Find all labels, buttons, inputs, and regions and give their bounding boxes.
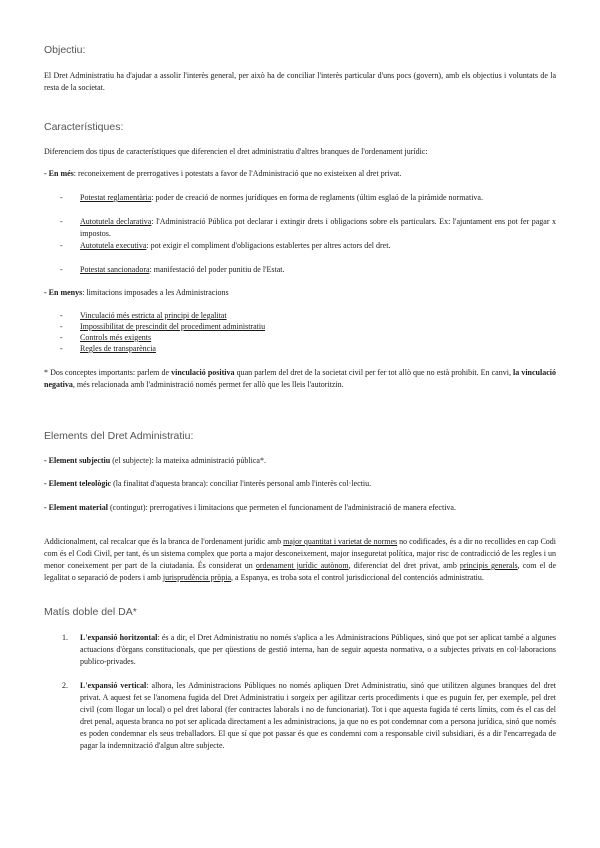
para-term: ordenament jurídic autònom [255,561,349,570]
list-item: - Autotutela executiva: pot exigir el compliment d'obligacions establertes per altres actors del dret. [60,241,391,250]
element-label: Element teleològic [48,479,112,488]
para-term: major quantitat i varietat de normes [283,537,398,546]
para-term: principis generals [459,561,518,570]
item-label: L'expansió horitzontal [80,633,158,642]
en-menys-text: : limitacions imposades a les Administracions [82,288,229,297]
item-text: : pot exigir el compliment d'obligacions establertes per altres actors del dret. [146,241,391,250]
list-item: - Impossibilitat de prescindit del procediment administratiu [60,322,266,331]
element-text: (la finalitat d'aquesta branca): conciliar l'interès personal amb l'interès col·lectiu. [111,479,372,488]
item-number: 1. [62,633,68,642]
element-text: (contingut): prerrogatives i limitacions que permeten el funcionament de l'administració de manera efectiva. [107,503,456,512]
item-text: : manifestació del poder punitiu de l'Estat. [149,265,285,274]
item-text: : és a dir, el Dret Administratiu no només s'aplica a les Administracions Públiques, sinó que pot ser aplicat també a algunes actuacions d'òrgans constitucionals, que per qüestions de gestió interna, han de seguir aquesta normativa, o a subjectes privats en col·laboracions publico-privades. [80,633,556,666]
item-term: Autotutela executiva [80,241,147,250]
heading-matis: Matís doble del DA* [44,606,137,618]
heading-caracteristiques: Característiques: [44,121,124,133]
en-mes-paragraph: - En més: reconeixement de prerrogatives i potestats a favor de l'Administració que no existeixen al dret privat. [44,169,402,178]
note-term: vinculació positiva [171,368,235,377]
objectiu-text: El Dret Administratiu ha d'ajudar a assolir l'interès general, per això ha de conciliar l'interès particular d'uns pocs (govern), amb els objectius i voluntats de la resta de la societat. [44,71,556,92]
item-term: Potestat reglamentària [80,193,152,202]
para-text: no codificades, és a dir no recollides en cap Codi com és el Codi Civil, per tant, és un sistema complex que porta a major desconeixement, major inseguretat política, major risc de contradicció de les regles i un menor coneixement per part de la ciutadania. És considerat un [44,537,557,570]
note-text: quan parlem del dret de la societat civil per fer tot allò que no està prohibit. En canvi, [234,368,514,377]
addicional-paragraph [44,536,556,584]
heading-objectiu: Objectiu: [44,44,86,56]
element-label: Element material [48,503,108,512]
element-material: - Element material (contingut): prerrogatives i limitacions que permeten el funcionament de l'administració de manera efectiva. [44,503,456,512]
element-text: (el subjecte): la mateixa administració pública*. [110,456,266,465]
caracteristiques-intro: Diferenciem dos tipus de característiques que diferencien el dret administratiu d'altres branques de l'ordenament jurídic: [44,147,428,156]
list-item: - Regles de transparència [60,344,156,353]
en-menys-label: En menys [48,288,83,297]
element-subjectiu: - Element subjectiu (el subjecte): la mateixa administració pública*. [44,456,266,465]
list-item: - Autotutela declarativa: l'Administració Pública pot declarar i extingir drets i obligacions sobre els particulars. Ex: l'ajuntament ens pot fer pagar x impostos. [60,217,556,238]
item-label: L'expansió vertical [80,681,147,690]
para-text: Addicionalment, cal recalcar que és la branca de l'ordenament jurídic amb [44,537,284,546]
para-term: jurisprudència pròpia [162,573,232,582]
item-term: Impossibilitat de prescindit del procediment administratiu [80,322,266,331]
item-term: Regles de transparència [80,344,156,353]
numbered-item [60,632,556,668]
item-term: Vinculació més estricta al principi de legalitat [80,311,227,320]
item-text: : alhora, les Administracions Públiques no només apliquen Dret Administratiu, sinó que utilitzen algunes branques del dret privat. A aquest fet se l'anomena fugida del Dret Administratiu i sorgeix per agilitzar certs procediments i que es puguin fer, per exemple, pel dret civil (com llogar un local) o pel dret laboral (fer contractes laborals i no de funcionariat). Tot i que aquesta fugida té certs límits, com és el cas del dret penal, aquesta branca no pot ser aplicada directament a les administracions, ja que no es pot condemnar com a persona jurídica, sinó que només es poden condemnar els seus treballadors. El que sí que pot passar és que es condemni com a responsable civil subsidiari, és a dir l'encarregada de pagar la indemnització d'algun altre subjecte. [80,681,557,750]
list-item: - Potestat sancionadora: manifestació del poder punitiu de l'Estat. [60,265,285,274]
para-text: , diferenciat del dret privat, amb [348,561,460,570]
note-term: la vinculació negativa [44,368,556,389]
item-term: Controls més exigents [80,333,152,342]
para-text: , com el de legalitat o separació de poders i amb [44,561,556,582]
note-text: * Dos conceptes importants: parlem de [44,368,172,377]
item-number: 2. [62,681,68,690]
en-menys-paragraph: - En menys: limitacions imposades a les Administracions [44,288,229,297]
heading-elements: Elements del Dret Administratiu: [44,430,194,442]
list-item: - Vinculació més estricta al principi de legalitat [60,311,227,320]
item-term: Autotutela declarativa [80,217,152,226]
item-text: : l'Administració Pública pot declarar i extingir drets i obligacions sobre els particulars. Ex: l'ajuntament ens pot fer pagar x impostos. [80,217,556,238]
en-mes-label: En més [48,169,74,178]
list-item: - Controls més exigents [60,333,152,342]
note-text: , més relacionada amb l'administració només permet fer allò que les lleis l'autoritzin. [72,380,344,389]
element-teleologic: - Element teleològic (la finalitat d'aquesta branca): conciliar l'interès personal amb l'interès col·lectiu. [44,479,372,488]
item-term: Potestat sancionadora [80,265,150,274]
concepts-note [44,367,556,391]
list-item: - Potestat reglamentària: poder de creació de normes jurídiques en forma de reglaments (últim esglaó de la piràmide normativa. [60,193,483,202]
numbered-item [60,680,556,752]
item-text: : poder de creació de normes jurídiques en forma de reglaments (últim esglaó de la piràmide normativa. [151,193,483,202]
en-mes-text: : reconeixement de prerrogatives i potestats a favor de l'Administració que no existeixen al dret privat. [73,169,402,178]
element-label: Element subjectiu [48,456,111,465]
para-text: , a Espanya, es troba sota el control jurisdiccional del contenciós administratiu. [231,573,484,582]
